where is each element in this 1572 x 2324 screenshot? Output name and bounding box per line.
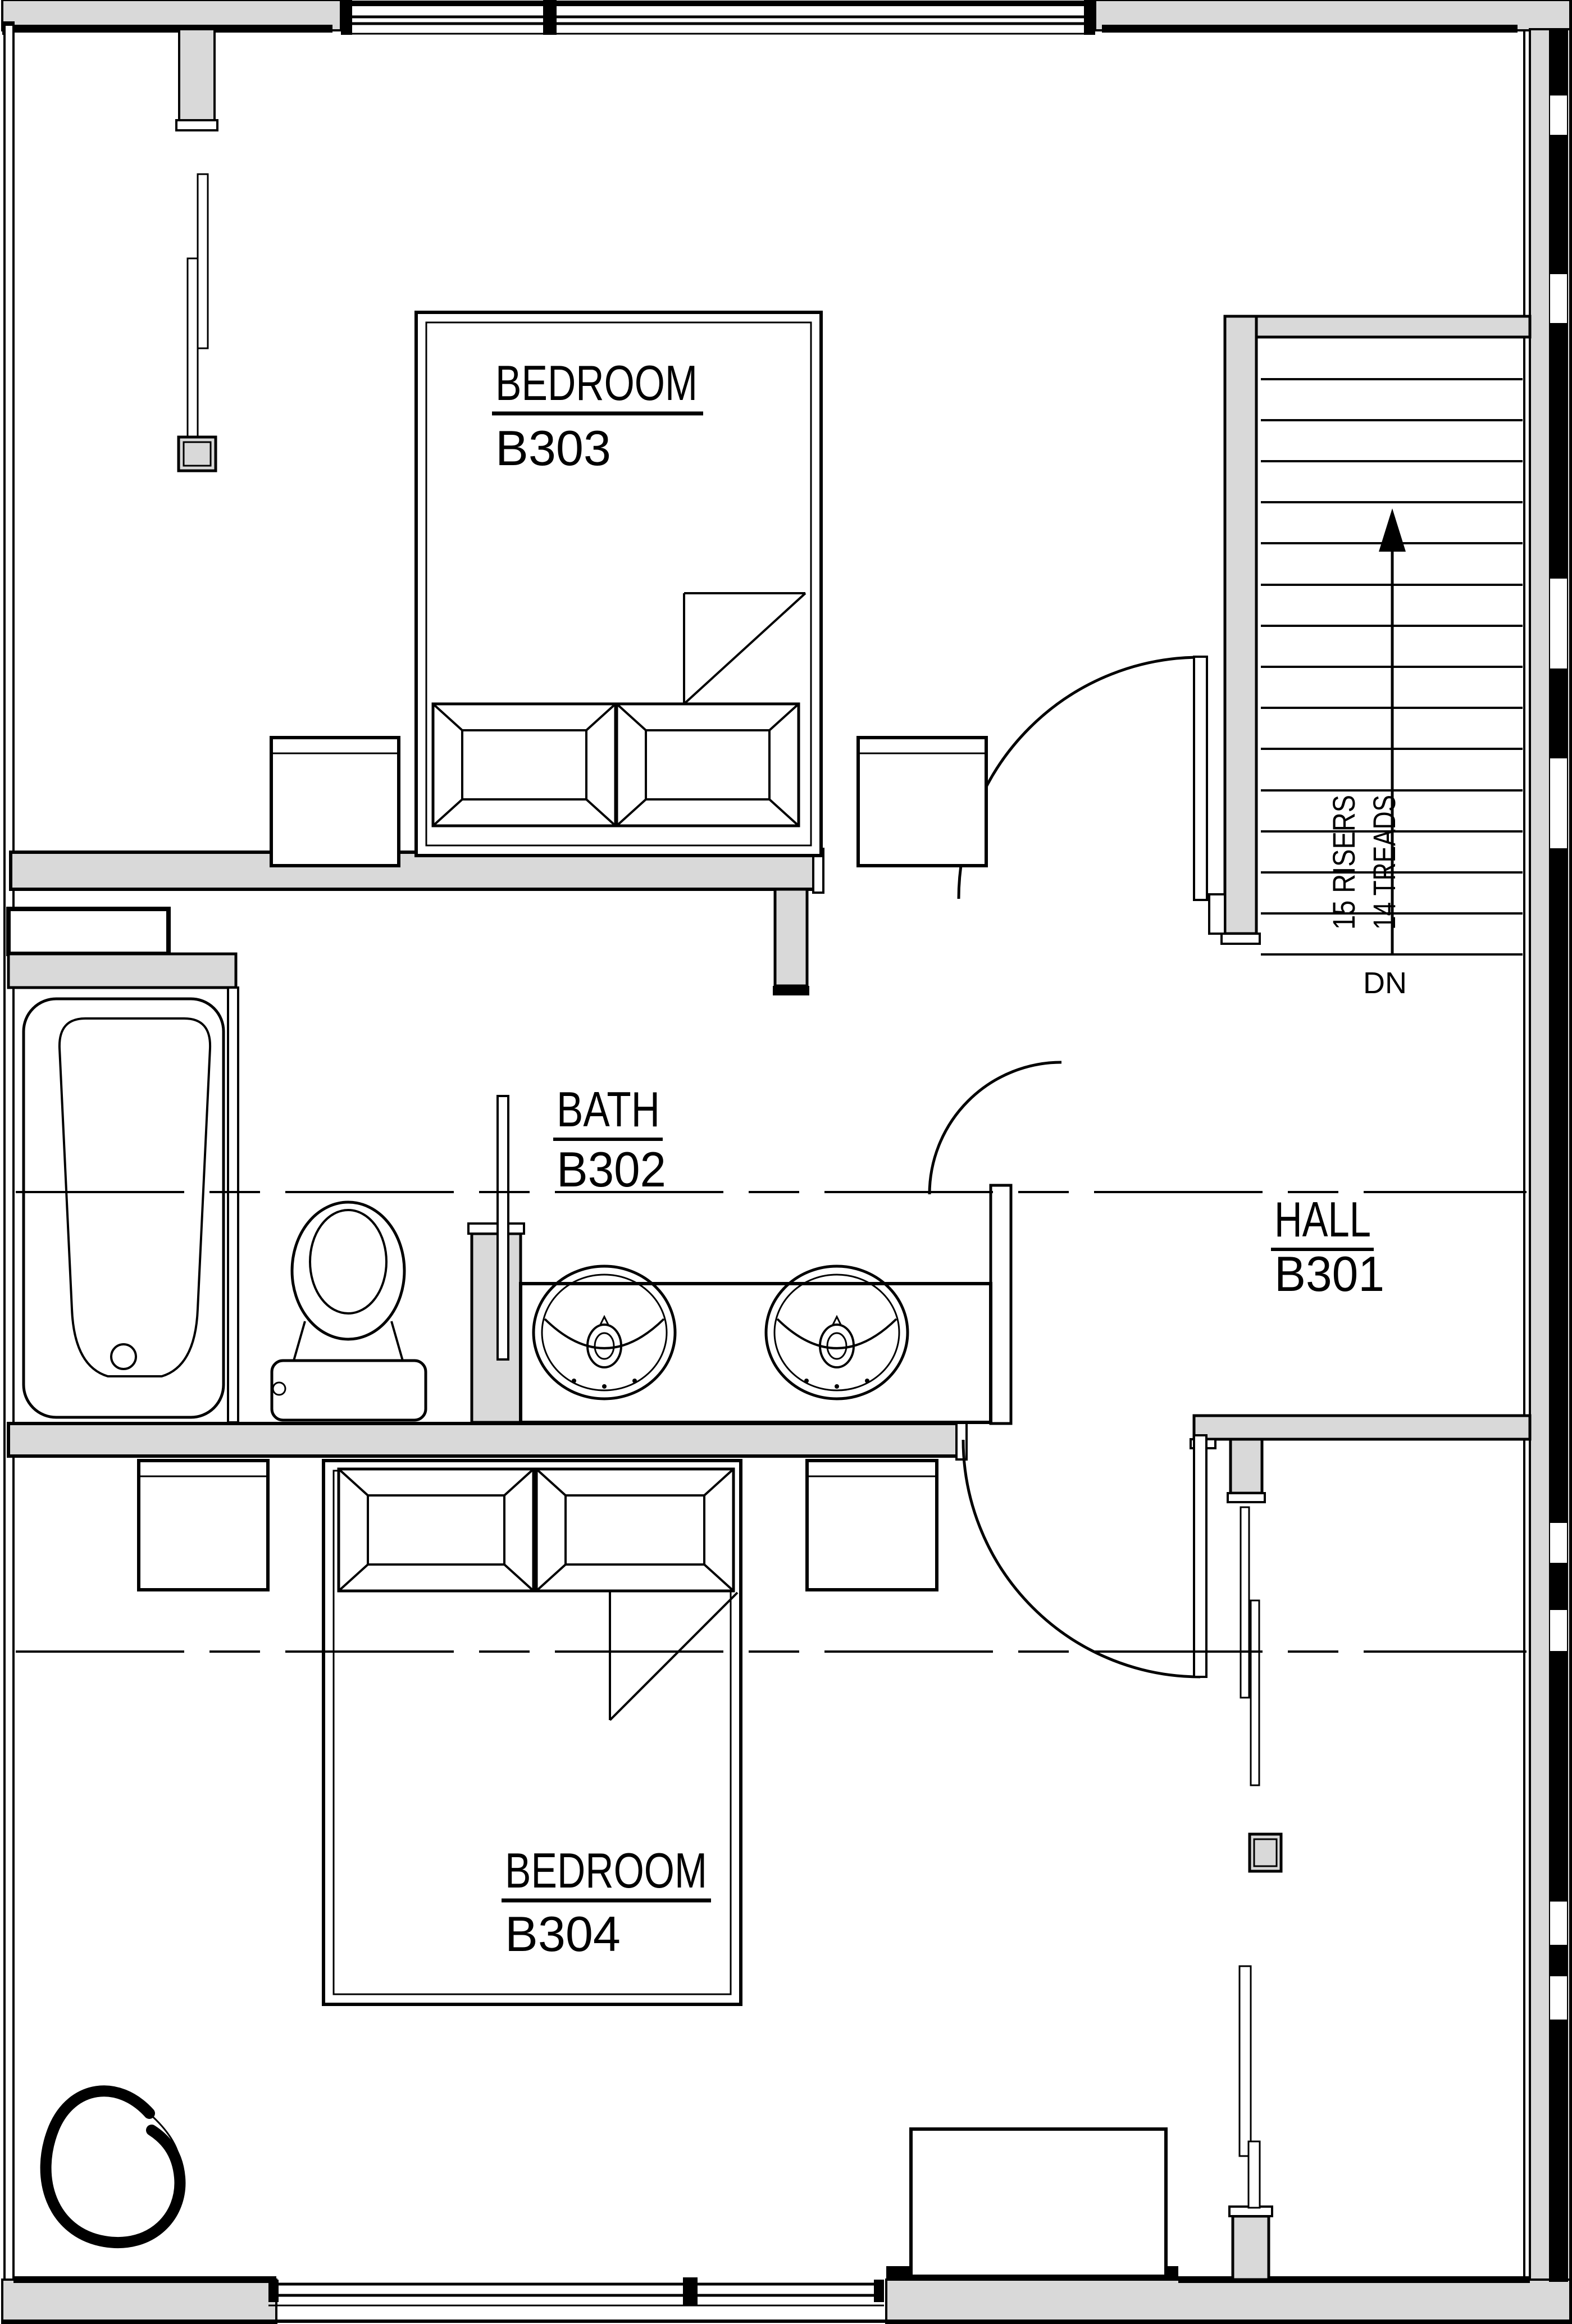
- right-window-3: [1550, 579, 1567, 668]
- b303-closet: [179, 174, 216, 471]
- vanity: [521, 1266, 991, 1422]
- toilet: [272, 1202, 426, 1420]
- left-wall: [4, 25, 13, 2282]
- label-bath-b302: [553, 1081, 666, 1197]
- closet-panel: [1249, 2141, 1260, 2208]
- bottom-window-jamb-left: [268, 2280, 279, 2302]
- top-wall-stub-cap: [176, 120, 217, 130]
- vanity-wall-cap: [468, 1224, 524, 1234]
- b303-pillow-right: [617, 704, 799, 826]
- stairwell-wall-cap: [1222, 934, 1260, 944]
- top-window-mullion: [543, 0, 557, 35]
- bedroom-b303-furniture: [179, 174, 986, 866]
- vanity-wall: [472, 1234, 521, 1422]
- b304-door-jamb: [956, 1420, 967, 1459]
- corner-hook-symbol: [46, 2091, 181, 2243]
- top-window-jamb-right: [1084, 0, 1095, 35]
- tub-alcove-wall: [8, 954, 236, 988]
- right-wall-windows: [1549, 29, 1568, 2282]
- b304-pillow-left: [339, 1469, 534, 1591]
- b304-room-number: B304: [505, 1906, 621, 1962]
- stair-annotations: [1326, 759, 1407, 1000]
- closet-panel: [188, 258, 198, 437]
- b303-room-number: B303: [495, 420, 611, 476]
- stair-risers-label: 15 RISERS: [1326, 768, 1361, 930]
- b304-closet-stub-cap: [1228, 1493, 1265, 1502]
- b302-room-number: B302: [557, 1141, 666, 1197]
- b303-pillow-left: [433, 704, 616, 826]
- bottom-wall-left: [2, 2280, 276, 2324]
- hall-south-wall: [1194, 1416, 1530, 1439]
- b303-south-wall: [11, 852, 820, 889]
- bath-south-wall: [8, 1423, 963, 1456]
- toilet-tank: [272, 1361, 426, 1420]
- bottom-wall-right-edge: [1178, 2276, 1530, 2283]
- closet-panel: [1240, 1966, 1251, 2156]
- bottom-wall-right: [886, 2280, 1570, 2324]
- b304-door: [963, 1435, 1206, 1677]
- b304-nightstand-right: [807, 1461, 937, 1590]
- bathtub-rim: [24, 999, 224, 1417]
- b303-door: [959, 657, 1207, 900]
- b304-pillow-right: [536, 1469, 733, 1591]
- bottom-wall-left-edge: [13, 2276, 276, 2283]
- vanity-counter: [521, 1284, 991, 1422]
- b301-room-name: HALL: [1274, 1191, 1371, 1247]
- b304-dresser: [911, 2129, 1166, 2276]
- right-window-2: [1550, 274, 1567, 323]
- bottom-window-jamb-right: [874, 2280, 884, 2302]
- top-window: [341, 0, 1095, 35]
- top-window-jamb-left: [341, 0, 352, 35]
- b303-door-swing-arc: [959, 657, 1200, 899]
- top-wall-stub: [179, 29, 215, 120]
- right-window-1: [1550, 95, 1567, 135]
- bathtub: [24, 999, 224, 1417]
- b302-room-name: BATH: [557, 1081, 660, 1137]
- b304-door-swing-arc: [963, 1440, 1200, 1677]
- closet-panel: [1251, 1600, 1259, 1785]
- b304-nightstand-left: [139, 1461, 268, 1590]
- closet-panel: [198, 174, 208, 348]
- right-window-8: [1550, 1976, 1567, 2020]
- top-wall-left-inner-edge: [15, 25, 332, 33]
- stairwell-wall-return: [1209, 894, 1225, 934]
- bath-door-swing-arc: [929, 1062, 1061, 1194]
- bottom-wall-stub: [1233, 2216, 1269, 2280]
- b304-door-leaf: [1194, 1435, 1206, 1677]
- tub-partition: [228, 988, 238, 1422]
- b303-door-leaf: [1194, 657, 1207, 900]
- top-wall-right-inner-edge: [1102, 25, 1518, 33]
- b303-room-name: BEDROOM: [495, 355, 698, 411]
- stairwell-top-wall: [1256, 316, 1530, 337]
- bath-east-wall: [991, 1185, 1011, 1423]
- stair-down-label: DN: [1363, 966, 1407, 1000]
- bath-east-wall-stub-cap: [773, 986, 809, 995]
- b304-closet-stub: [1231, 1439, 1262, 1493]
- label-hall-b301: [1271, 1191, 1384, 1302]
- bottom-window-mullion: [683, 2277, 698, 2305]
- toilet-seat: [292, 1202, 404, 1339]
- b303-nightstand-right: [858, 738, 986, 866]
- stairwell-left-wall: [1225, 316, 1256, 934]
- b304-closet: [1240, 1507, 1281, 2208]
- bottom-window: [268, 2277, 884, 2305]
- right-window-4: [1550, 758, 1567, 848]
- right-window-6: [1550, 1610, 1567, 1651]
- linen-closet: [8, 909, 168, 954]
- b301-room-number: B301: [1274, 1246, 1384, 1302]
- closet-panel: [1241, 1507, 1249, 1698]
- stair-direction-arrow-head: [1379, 508, 1406, 552]
- bath-east-wall-stub: [775, 889, 807, 986]
- right-window-5: [1550, 1523, 1567, 1563]
- b303-nightstand-left: [271, 738, 399, 866]
- bath-door-leaf: [498, 1096, 508, 1359]
- b304-room-name: BEDROOM: [505, 1843, 707, 1898]
- stair-treads-label: 14 TREADS: [1366, 759, 1402, 930]
- right-window-7: [1550, 1902, 1567, 1945]
